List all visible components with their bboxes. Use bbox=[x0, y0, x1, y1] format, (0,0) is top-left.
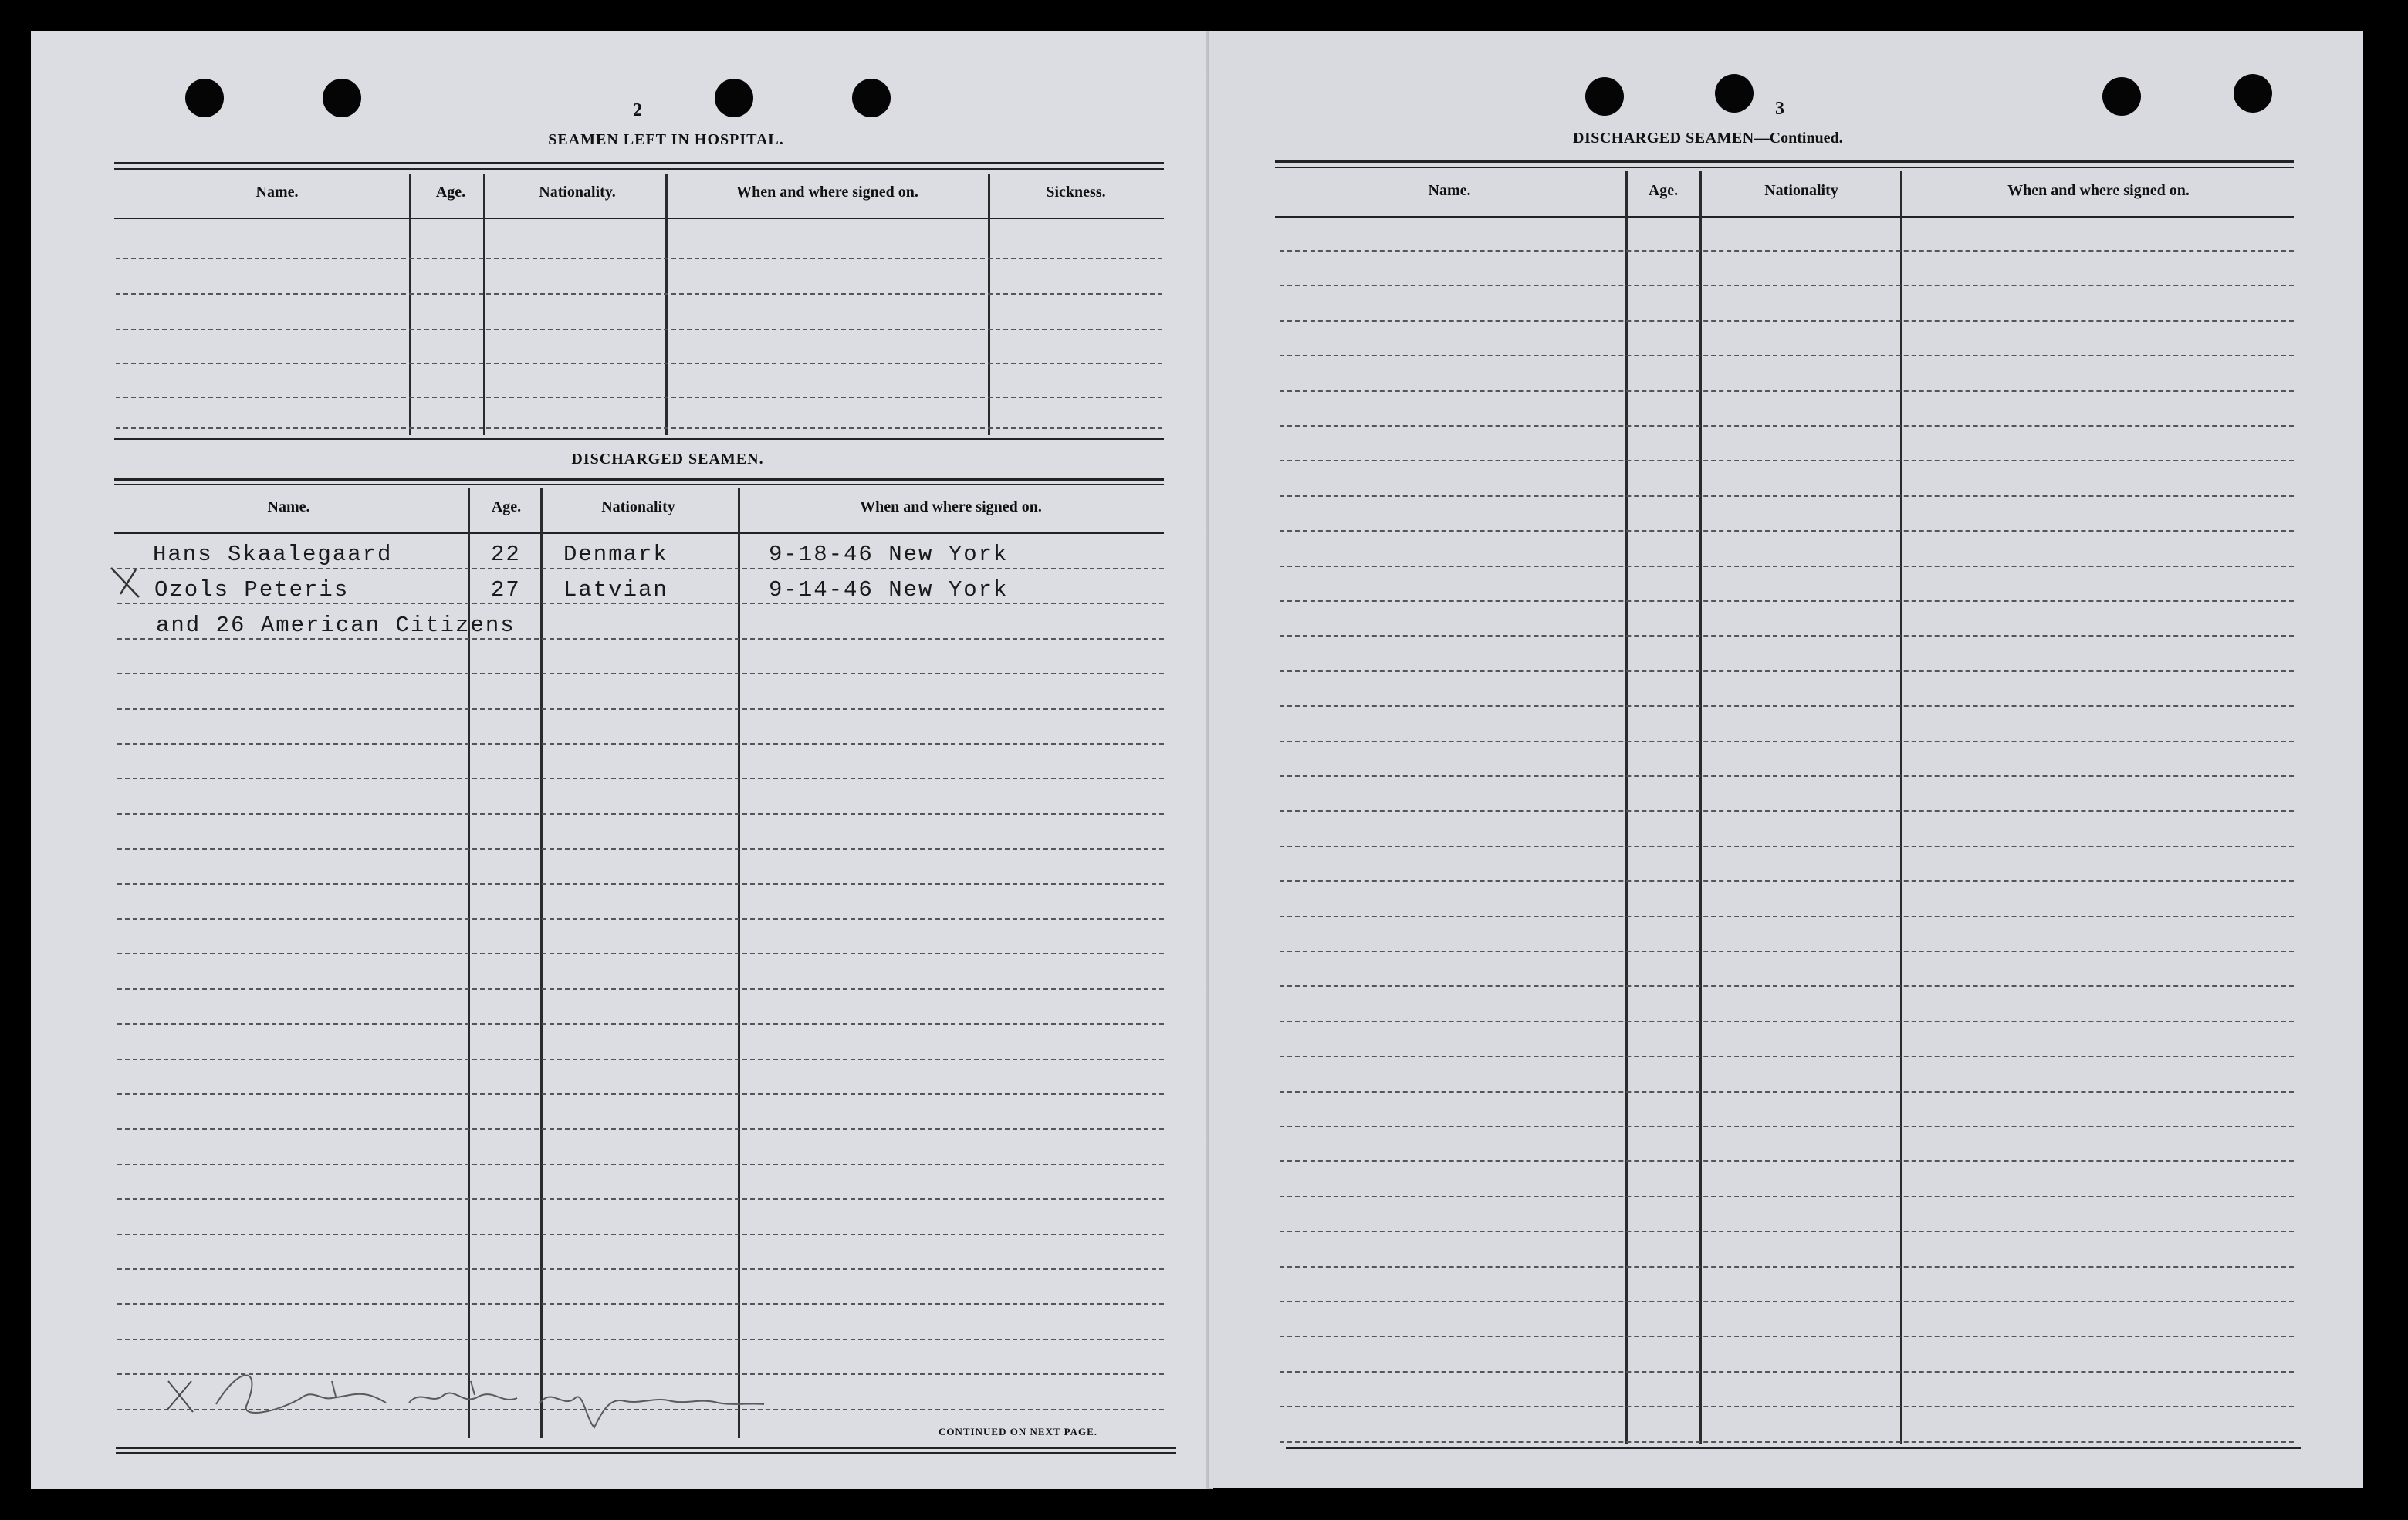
continued-title-main: DISCHARGED SEAMEN bbox=[1573, 130, 1754, 147]
entry-line bbox=[1280, 495, 2294, 497]
entry-line bbox=[1280, 285, 2294, 286]
rule bbox=[1275, 167, 2294, 168]
hospital-col-signed-on: When and where signed on. bbox=[736, 184, 918, 201]
page-number: 3 bbox=[1775, 99, 1784, 119]
row-1-name: Hans Skaalegaard bbox=[153, 542, 393, 567]
entry-line bbox=[116, 427, 1162, 429]
discharged-col-age: Age. bbox=[1648, 182, 1679, 199]
discharged-section-title: DISCHARGED SEAMEN. bbox=[571, 451, 764, 468]
entry-line bbox=[1280, 566, 2294, 567]
row-2-age: 27 bbox=[491, 577, 521, 603]
entry-line bbox=[1280, 250, 2294, 252]
entry-line bbox=[117, 1268, 1164, 1270]
column-divider bbox=[1699, 171, 1702, 1444]
row-1-nationality: Denmark bbox=[563, 542, 668, 567]
entry-line bbox=[1280, 775, 2294, 777]
discharged-col-age: Age. bbox=[491, 498, 522, 515]
entry-line bbox=[1280, 705, 2294, 707]
entry-line bbox=[117, 638, 1164, 640]
rule bbox=[114, 162, 1164, 164]
header-rule bbox=[114, 218, 1164, 219]
right-page bbox=[1209, 31, 2363, 1488]
entry-line bbox=[1280, 1371, 2294, 1373]
entry-line bbox=[117, 1059, 1164, 1060]
discharged-col-signed-on: When and where signed on. bbox=[860, 498, 1042, 515]
entry-line bbox=[1280, 846, 2294, 847]
hospital-col-sickness: Sickness. bbox=[1046, 184, 1106, 201]
entry-line bbox=[116, 397, 1162, 398]
entry-line bbox=[1280, 985, 2294, 987]
punch-hole-icon bbox=[2102, 77, 2141, 116]
entry-line bbox=[117, 848, 1164, 850]
entry-line bbox=[1280, 810, 2294, 812]
entry-line bbox=[1280, 1231, 2294, 1232]
entry-line bbox=[1280, 1056, 2294, 1057]
entry-line bbox=[1280, 1021, 2294, 1022]
rule bbox=[114, 484, 1164, 485]
row-2-signed-on: 9-14-46 New York bbox=[769, 577, 1009, 603]
header-rule bbox=[114, 532, 1164, 534]
punch-hole-icon bbox=[852, 79, 891, 117]
entry-line bbox=[1280, 1126, 2294, 1127]
punch-hole-icon bbox=[1715, 74, 1754, 113]
entry-line bbox=[117, 1128, 1164, 1130]
rule bbox=[114, 168, 1164, 170]
row-3-name: and 26 American Citizens bbox=[156, 613, 516, 638]
entry-line bbox=[1280, 530, 2294, 532]
entry-line bbox=[116, 293, 1162, 295]
entry-line bbox=[117, 673, 1164, 674]
entry-line bbox=[1280, 880, 2294, 882]
row-1-age: 22 bbox=[491, 542, 521, 567]
entry-line bbox=[1280, 741, 2294, 742]
hospital-col-nationality: Nationality. bbox=[539, 184, 616, 201]
entry-line bbox=[1280, 425, 2294, 427]
entry-line bbox=[117, 1164, 1164, 1165]
entry-line bbox=[1280, 1196, 2294, 1197]
hospital-col-name: Name. bbox=[255, 184, 299, 201]
entry-line bbox=[1280, 460, 2294, 461]
entry-line bbox=[117, 918, 1164, 920]
hospital-section-title: SEAMEN LEFT IN HOSPITAL. bbox=[548, 131, 784, 148]
entry-line bbox=[116, 329, 1162, 330]
punch-hole-icon bbox=[323, 79, 361, 117]
entry-line bbox=[117, 953, 1164, 954]
page-number: 2 bbox=[633, 100, 642, 120]
continued-title bbox=[1573, 130, 1843, 147]
column-divider bbox=[738, 488, 740, 1438]
entry-line bbox=[1280, 320, 2294, 322]
entry-line bbox=[117, 708, 1164, 710]
entry-line bbox=[117, 1198, 1164, 1200]
entry-line bbox=[1280, 1336, 2294, 1337]
entry-line bbox=[117, 1339, 1164, 1340]
handwritten-note bbox=[131, 1358, 795, 1451]
punch-hole-icon bbox=[1585, 77, 1624, 116]
entry-line bbox=[117, 883, 1164, 885]
entry-line bbox=[117, 603, 1164, 604]
punch-hole-icon bbox=[2234, 74, 2272, 113]
entry-line bbox=[1280, 1160, 2294, 1162]
rule bbox=[114, 478, 1164, 481]
continued-title-suffix: —Continued. bbox=[1754, 130, 1843, 147]
entry-line bbox=[1280, 1406, 2294, 1407]
entry-line bbox=[117, 568, 1164, 569]
entry-line bbox=[1280, 670, 2294, 672]
entry-line bbox=[117, 1234, 1164, 1235]
left-page bbox=[31, 31, 1212, 1489]
hospital-col-age: Age. bbox=[435, 184, 466, 201]
discharged-col-signed-on: When and where signed on. bbox=[2007, 182, 2190, 199]
entry-line bbox=[1280, 1301, 2294, 1302]
rule bbox=[1286, 1447, 2301, 1449]
entry-line bbox=[1280, 1266, 2294, 1268]
column-divider bbox=[1900, 171, 1902, 1444]
punch-hole-icon bbox=[185, 79, 224, 117]
row-1-signed-on: 9-18-46 New York bbox=[769, 542, 1009, 567]
entry-line bbox=[117, 1303, 1164, 1305]
rule bbox=[116, 1452, 1176, 1454]
entry-line bbox=[1280, 390, 2294, 392]
row-2-nationality: Latvian bbox=[563, 577, 668, 603]
header-rule bbox=[1275, 216, 2294, 218]
rule bbox=[116, 1447, 1176, 1449]
entry-line bbox=[1280, 916, 2294, 917]
row-2-name: Ozols Peteris bbox=[154, 577, 350, 603]
entry-line bbox=[1280, 951, 2294, 952]
discharged-col-name: Name. bbox=[1428, 182, 1471, 199]
column-divider bbox=[540, 488, 543, 1438]
discharged-col-name: Name. bbox=[267, 498, 310, 515]
entry-line bbox=[1280, 635, 2294, 637]
discharged-col-nationality: Nationality bbox=[601, 498, 675, 515]
entry-line bbox=[1280, 1091, 2294, 1093]
entry-line bbox=[1280, 600, 2294, 602]
entry-line bbox=[117, 778, 1164, 779]
entry-line bbox=[1280, 1441, 2294, 1443]
entry-line bbox=[117, 813, 1164, 815]
rule bbox=[1275, 160, 2294, 163]
continued-note: CONTINUED ON NEXT PAGE. bbox=[939, 1426, 1097, 1437]
entry-line bbox=[116, 363, 1162, 364]
entry-line bbox=[1280, 355, 2294, 356]
column-divider bbox=[1625, 171, 1628, 1444]
entry-line bbox=[117, 1093, 1164, 1095]
punch-hole-icon bbox=[715, 79, 753, 117]
entry-line bbox=[117, 743, 1164, 745]
discharged-col-nationality: Nationality bbox=[1764, 182, 1838, 199]
rule bbox=[114, 438, 1164, 440]
entry-line bbox=[117, 988, 1164, 990]
entry-line bbox=[116, 258, 1162, 259]
entry-line bbox=[117, 1023, 1164, 1025]
